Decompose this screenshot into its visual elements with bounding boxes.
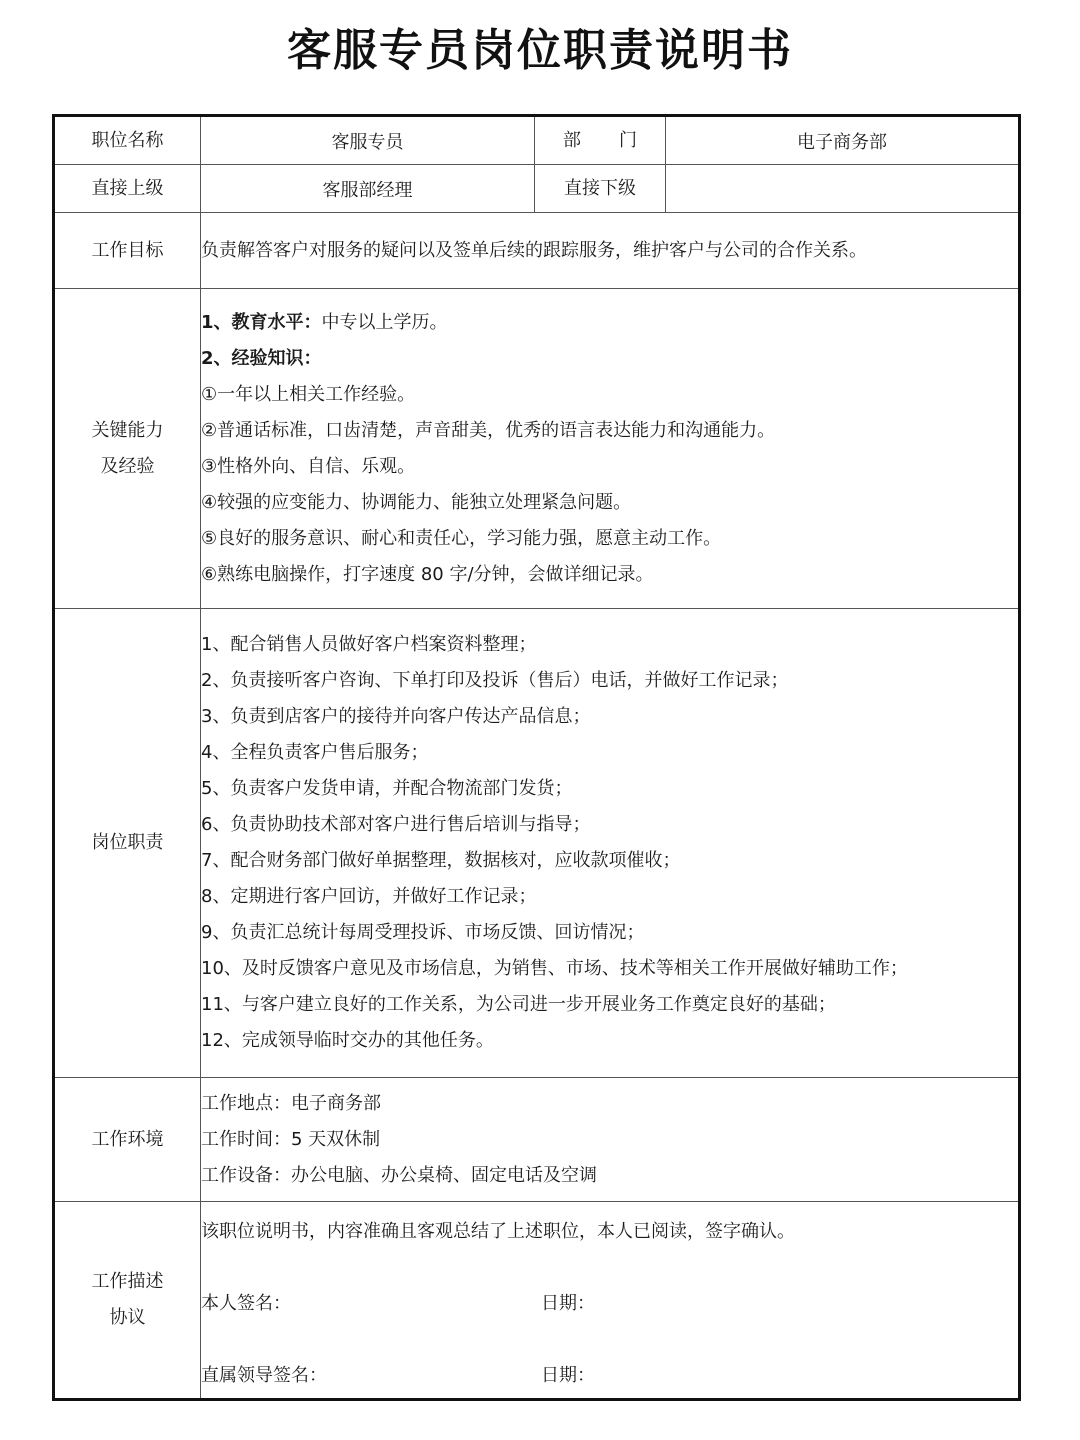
department-label [535,116,666,165]
environment-item: 工作设备：办公电脑、办公桌椅、固定电话及空调 [201,1164,597,1186]
row-environment [54,1078,1020,1202]
duty-item: 4、全程负责客户售后服务； [201,742,429,763]
environment-cell [201,1078,1020,1202]
duty-item: 8、定期进行客户回访，并做好工作记录； [201,886,537,907]
agreement-cell [201,1202,1020,1400]
ability-education-value: 中专以上学历。 [321,311,448,333]
abilities-label [54,289,201,609]
ability-item: ①一年以上相关工作经验。 [201,383,416,405]
duty-item: 12、完成领导临时交办的其他任务。 [201,1030,494,1051]
row-agreement [54,1202,1020,1400]
goal-label: 工作目标 [54,213,201,289]
environment-item: 工作地点：电子商务部 [201,1092,381,1114]
row-duties [54,609,1020,1078]
row-abilities [54,289,1020,609]
goal-cell [201,213,1020,289]
self-date-field[interactable]: 日期： [541,1293,595,1314]
duty-item: 11、与客户建立良好的工作关系，为公司进一步开展业务工作奠定良好的基础； [201,994,836,1015]
duty-item: 5、负责客户发货申请，并配合物流部门发货； [201,778,573,799]
job-description-table [52,114,1021,1401]
duties-cell [201,609,1020,1078]
ability-item-experience-heading: 2、经验知识： [201,347,322,369]
environment-item: 工作时间：5 天双休制 [201,1128,381,1150]
department-value: 电子商务部 [666,116,1020,165]
duty-item: 7、配合财务部门做好单据整理，数据核对，应收款项催收； [201,850,681,871]
duty-item: 10、及时反馈客户意见及市场信息，为销售、市场、技术等相关工作开展做好辅助工作； [201,958,908,979]
agreement-label-line1: 工作描述 [91,1271,164,1292]
abilities-cell [201,289,1020,609]
row-goal [54,213,1020,289]
department-label-part2: 门 [619,129,637,151]
duty-item: 2、负责接听客户咨询、下单打印及投诉（售后）电话，并做好工作记录； [201,670,789,691]
abilities-label-line2: 及经验 [100,455,155,477]
ability-item: ⑥熟练电脑操作，打字速度 80 字/分钟，会做详细记录。 [201,563,654,585]
self-signature-row [201,1286,1018,1322]
duty-item: 1、配合销售人员做好客户档案资料整理； [201,634,537,655]
leader-signature-field[interactable]: 直属领导签名： [201,1365,327,1386]
leader-signature-row [201,1358,1018,1394]
duty-item: 3、负责到店客户的接待并向客户传达产品信息； [201,706,591,727]
environment-label: 工作环境 [54,1078,201,1202]
superior-label: 直接上级 [54,165,201,213]
position-name-value: 客服专员 [201,116,535,165]
agreement-label [54,1202,201,1400]
goal-text: 负责解答客户对服务的疑问以及签单后续的跟踪服务，维护客户与公司的合作关系。 [201,239,867,261]
ability-item: ④较强的应变能力、协调能力、能独立处理紧急问题。 [201,491,632,513]
leader-date-field[interactable]: 日期： [541,1365,595,1386]
duties-label: 岗位职责 [54,609,201,1078]
ability-item: ②普通话标准，口齿清楚，声音甜美，优秀的语言表达能力和沟通能力。 [201,419,776,441]
ability-item: ⑤良好的服务意识、耐心和责任心，学习能力强，愿意主动工作。 [201,527,722,549]
subordinate-label: 直接下级 [535,165,666,213]
ability-item: ③性格外向、自信、乐观。 [201,455,416,477]
department-label-part1: 部 [563,129,581,151]
row-position [54,116,1020,165]
self-signature-field[interactable]: 本人签名： [201,1293,291,1314]
abilities-label-line1: 关键能力 [91,419,164,441]
duty-item: 9、负责汇总统计每周受理投诉、市场反馈、回访情况； [201,922,645,943]
agreement-statement: 该职位说明书，内容准确且客观总结了上述职位，本人已阅读，签字确认。 [201,1221,795,1242]
ability-item-education [201,305,1018,341]
ability-education-heading: 1、教育水平： [201,311,322,333]
subordinate-value [666,165,1020,213]
agreement-label-line2: 协议 [109,1307,146,1328]
row-reporting [54,165,1020,213]
superior-value: 客服部经理 [201,165,535,213]
position-name-label: 职位名称 [54,116,201,165]
duty-item: 6、负责协助技术部对客户进行售后培训与指导； [201,814,591,835]
document-title: 客服专员岗位职责说明书 [287,25,793,76]
